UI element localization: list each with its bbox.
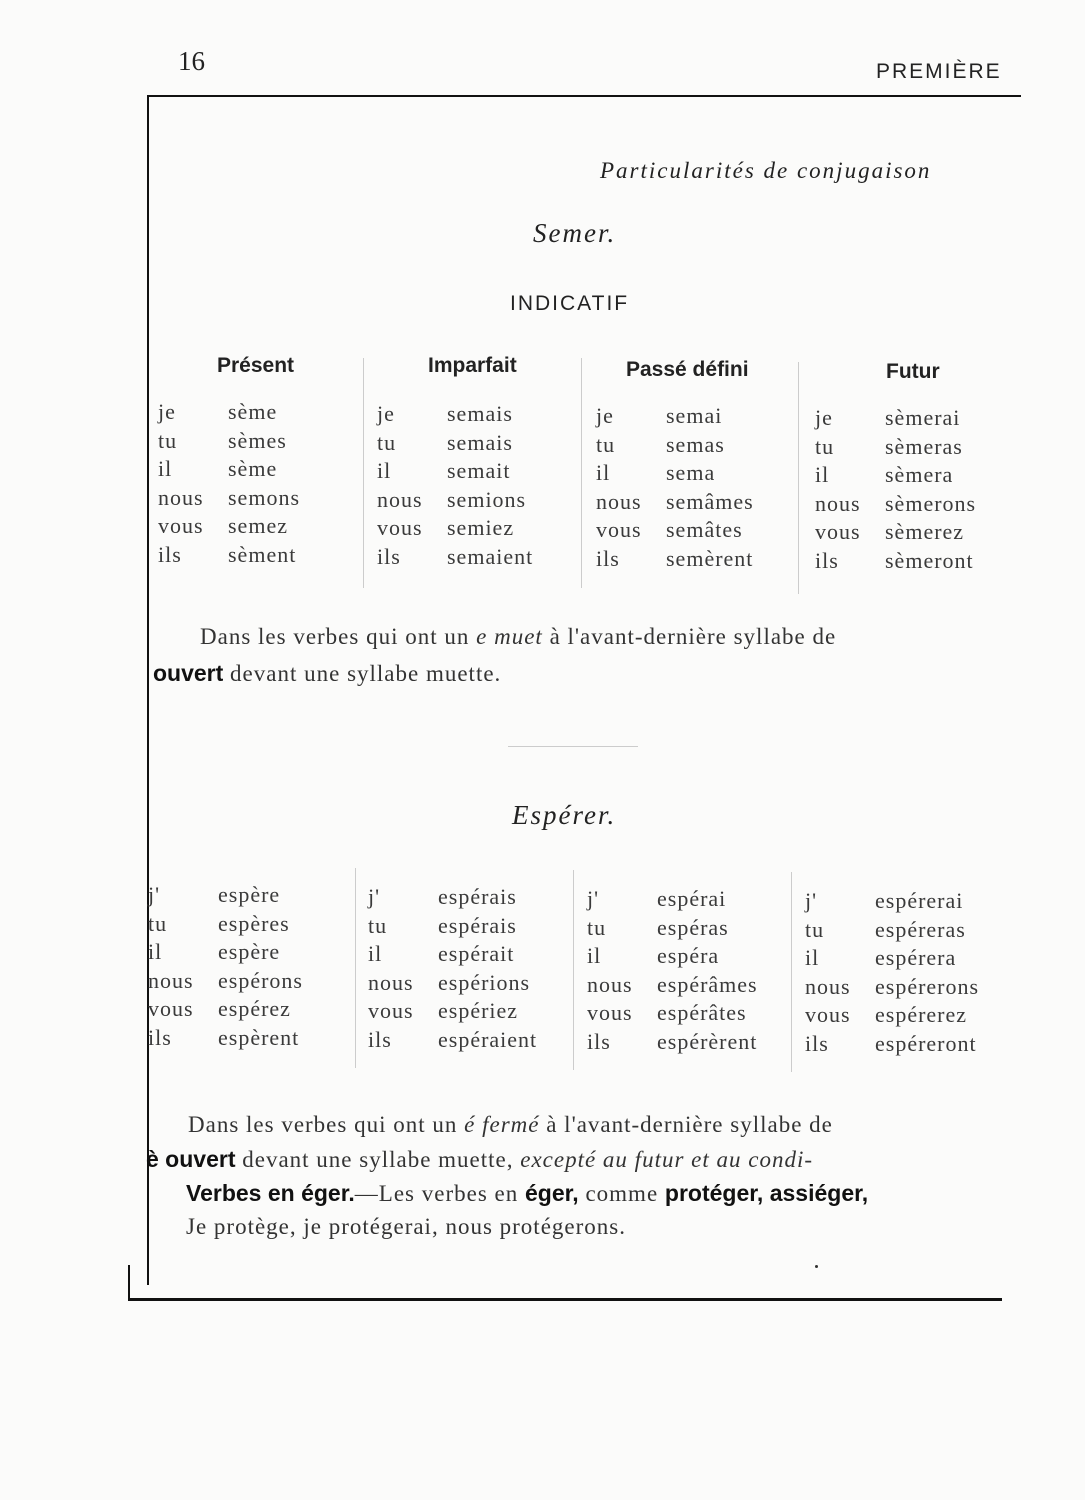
section-divider bbox=[508, 746, 638, 747]
verb-form: espérèrent bbox=[657, 1028, 758, 1054]
verb-form: espérait bbox=[438, 941, 515, 966]
pronoun: ils bbox=[368, 1026, 392, 1052]
verb-form: espérerez bbox=[875, 1002, 968, 1027]
verb-form: espèrent bbox=[218, 1024, 300, 1050]
pronoun: il bbox=[148, 939, 163, 964]
verb-title-esperer: Espérer. bbox=[512, 800, 617, 830]
conjugation-row bbox=[368, 1026, 537, 1055]
verb-form: sèmerez bbox=[885, 519, 965, 544]
note-semer-line-1: Dans les verbes qui ont un e muet à l'avant-dernière syllabe de bbox=[200, 624, 837, 649]
section-subtitle: Particularités de conjugaison bbox=[600, 158, 932, 183]
conjugation-esperer-futur bbox=[805, 887, 979, 1058]
conjugation-esperer-imparfait bbox=[368, 883, 537, 1054]
note-esperer-line-2: è ouvert devant une syllabe muette, excepté au futur et au condi- bbox=[146, 1146, 814, 1172]
verb-form: espérions bbox=[438, 969, 531, 995]
conjugation-row bbox=[587, 942, 758, 971]
pronoun: j' bbox=[805, 888, 818, 913]
conjugation-row bbox=[368, 969, 537, 998]
pronoun: tu bbox=[805, 916, 825, 942]
pronoun: vous bbox=[148, 996, 194, 1021]
column-separator bbox=[573, 870, 574, 1070]
pronoun: nous bbox=[815, 490, 861, 516]
conjugation-row bbox=[368, 997, 537, 1026]
conjugation-row bbox=[805, 944, 979, 973]
conjugation-row bbox=[815, 518, 976, 547]
pronoun: tu bbox=[148, 910, 168, 936]
pronoun: tu bbox=[377, 429, 397, 455]
pronoun: je bbox=[377, 401, 395, 426]
conjugation-row bbox=[805, 973, 979, 1002]
conjugation-row bbox=[377, 543, 533, 572]
verb-form: semâmes bbox=[666, 488, 754, 514]
top-rule bbox=[148, 95, 1021, 97]
verb-form: espérerons bbox=[875, 973, 980, 999]
verb-form: espères bbox=[218, 910, 290, 936]
pronoun: il bbox=[377, 458, 392, 483]
pronoun: nous bbox=[587, 971, 633, 997]
verb-form: semez bbox=[228, 513, 288, 538]
verb-form: espérerai bbox=[875, 888, 964, 913]
verb-form: espérez bbox=[218, 996, 291, 1021]
pronoun: je bbox=[815, 405, 833, 430]
verb-form: semiez bbox=[447, 515, 515, 540]
pronoun: ils bbox=[158, 541, 182, 567]
conjugation-row bbox=[805, 1001, 979, 1030]
conjugation-row bbox=[158, 455, 300, 484]
conjugation-row bbox=[596, 488, 754, 517]
conjugation-row bbox=[596, 545, 754, 574]
conjugation-row bbox=[587, 914, 758, 943]
conjugation-semer-passe-defini bbox=[596, 402, 754, 573]
verb-form: espérons bbox=[218, 967, 303, 993]
conjugation-row bbox=[377, 400, 533, 429]
pronoun: vous bbox=[805, 1002, 851, 1027]
conjugation-row bbox=[596, 402, 754, 431]
conjugation-row bbox=[148, 995, 303, 1024]
conjugation-semer-imparfait bbox=[377, 400, 533, 571]
ink-dot bbox=[815, 1265, 818, 1268]
verb-form: espère bbox=[218, 939, 281, 964]
verb-title-semer: Semer. bbox=[533, 218, 617, 248]
column-separator bbox=[798, 362, 799, 594]
column-separator bbox=[355, 868, 356, 1068]
pronoun: il bbox=[815, 462, 830, 487]
conjugation-row bbox=[368, 940, 537, 969]
verb-form: sèmes bbox=[228, 427, 287, 453]
tense-heading-imparfait: Imparfait bbox=[428, 354, 517, 377]
conjugation-row bbox=[377, 486, 533, 515]
verb-form: semais bbox=[447, 429, 513, 455]
conjugation-esperer-passe-defini bbox=[587, 885, 758, 1056]
column-separator bbox=[363, 358, 364, 588]
verb-form: sema bbox=[666, 460, 716, 485]
verb-form: sèmeront bbox=[885, 547, 974, 573]
note-esperer-line-3: Verbes en éger.—Les verbes en éger, comme protéger, assiéger, bbox=[186, 1180, 869, 1206]
pronoun: j' bbox=[587, 886, 600, 911]
conjugation-row bbox=[596, 431, 754, 460]
pronoun: nous bbox=[377, 486, 423, 512]
verb-form: sème bbox=[228, 456, 278, 481]
conjugation-row bbox=[148, 967, 303, 996]
verb-form: espéras bbox=[657, 914, 729, 940]
verb-form: sèment bbox=[228, 541, 297, 567]
verb-form: espéraient bbox=[438, 1026, 538, 1052]
conjugation-row bbox=[148, 938, 303, 967]
pronoun: il bbox=[158, 456, 173, 481]
verb-form: espérera bbox=[875, 945, 957, 970]
pronoun: ils bbox=[805, 1030, 829, 1056]
verb-form: semions bbox=[447, 486, 527, 512]
page-number: 16 bbox=[178, 46, 205, 76]
verb-form: espéreras bbox=[875, 916, 966, 942]
conjugation-row bbox=[158, 398, 300, 427]
conjugation-row bbox=[805, 887, 979, 916]
pronoun: tu bbox=[596, 431, 616, 457]
pronoun: ils bbox=[148, 1024, 172, 1050]
conjugation-row bbox=[587, 1028, 758, 1057]
note-esperer-line-1: Dans les verbes qui ont un é fermé à l'avant-dernière syllabe de bbox=[188, 1112, 833, 1137]
verb-form: sème bbox=[228, 399, 278, 424]
conjugation-semer-present bbox=[158, 398, 300, 569]
conjugation-row bbox=[815, 461, 976, 490]
pronoun: j' bbox=[148, 882, 161, 907]
verb-form: semai bbox=[666, 403, 723, 428]
verb-form: espéra bbox=[657, 943, 720, 968]
tense-heading-passe-defini: Passé défini bbox=[626, 358, 749, 381]
pronoun: ils bbox=[596, 545, 620, 571]
verb-form: espériez bbox=[438, 998, 519, 1023]
pronoun: il bbox=[587, 943, 602, 968]
conjugation-row bbox=[596, 516, 754, 545]
pronoun: ils bbox=[587, 1028, 611, 1054]
pronoun: il bbox=[596, 460, 611, 485]
conjugation-row bbox=[368, 912, 537, 941]
pronoun: ils bbox=[377, 543, 401, 569]
verb-form: espéreront bbox=[875, 1030, 977, 1056]
conjugation-row bbox=[815, 547, 976, 576]
running-head: PREMIÈRE bbox=[876, 60, 1002, 83]
pronoun: tu bbox=[587, 914, 607, 940]
verb-form: sèmerai bbox=[885, 405, 961, 430]
pronoun: vous bbox=[368, 998, 414, 1023]
conjugation-row bbox=[148, 1024, 303, 1053]
conjugation-row bbox=[596, 459, 754, 488]
verb-form: sèmerons bbox=[885, 490, 977, 516]
conjugation-row bbox=[148, 910, 303, 939]
conjugation-row bbox=[587, 971, 758, 1000]
conjugation-row bbox=[158, 512, 300, 541]
verb-form: sèmeras bbox=[885, 433, 963, 459]
bottom-rule bbox=[128, 1298, 1002, 1301]
pronoun: vous bbox=[377, 515, 423, 540]
conjugation-row bbox=[377, 514, 533, 543]
pronoun: il bbox=[805, 945, 820, 970]
verb-form: semait bbox=[447, 458, 511, 483]
left-rule bbox=[147, 95, 149, 1285]
conjugation-row bbox=[805, 916, 979, 945]
pronoun: vous bbox=[596, 517, 642, 542]
note-semer-line-2: ouvert devant une syllabe muette. bbox=[153, 660, 502, 686]
pronoun: nous bbox=[368, 969, 414, 995]
conjugation-row bbox=[158, 541, 300, 570]
tense-heading-futur: Futur bbox=[886, 360, 940, 383]
column-separator bbox=[791, 872, 792, 1072]
conjugation-row bbox=[377, 457, 533, 486]
verb-form: espérâmes bbox=[657, 971, 758, 997]
pronoun: tu bbox=[158, 427, 178, 453]
pronoun: nous bbox=[596, 488, 642, 514]
pronoun: ils bbox=[815, 547, 839, 573]
pronoun: vous bbox=[587, 1000, 633, 1025]
pronoun: tu bbox=[368, 912, 388, 938]
bottom-left-rule bbox=[128, 1265, 130, 1301]
conjugation-row bbox=[148, 881, 303, 910]
note-esperer-line-4: Je protège, je protégerai, nous protégerons. bbox=[186, 1214, 626, 1239]
conjugation-row bbox=[805, 1030, 979, 1059]
pronoun: nous bbox=[158, 484, 204, 510]
verb-form: espère bbox=[218, 882, 281, 907]
pronoun: nous bbox=[805, 973, 851, 999]
conjugation-row bbox=[377, 429, 533, 458]
conjugation-row bbox=[158, 484, 300, 513]
pronoun: il bbox=[368, 941, 383, 966]
conjugation-row bbox=[815, 433, 976, 462]
verb-form: semais bbox=[447, 401, 513, 426]
verb-form: espérais bbox=[438, 884, 517, 909]
pronoun: j' bbox=[368, 884, 381, 909]
verb-form: espérais bbox=[438, 912, 517, 938]
verb-form: semas bbox=[666, 431, 725, 457]
column-separator bbox=[581, 358, 582, 588]
verb-form: semâtes bbox=[666, 517, 743, 542]
conjugation-row bbox=[158, 427, 300, 456]
verb-form: sèmera bbox=[885, 462, 954, 487]
pronoun: vous bbox=[815, 519, 861, 544]
verb-form: espérai bbox=[657, 886, 727, 911]
conjugation-row bbox=[368, 883, 537, 912]
conjugation-semer-futur bbox=[815, 404, 976, 575]
pronoun: nous bbox=[148, 967, 194, 993]
verb-form: semèrent bbox=[666, 545, 754, 571]
verb-form: semons bbox=[228, 484, 300, 510]
conjugation-row bbox=[815, 490, 976, 519]
conjugation-esperer-present bbox=[148, 881, 303, 1052]
conjugation-row bbox=[587, 999, 758, 1028]
pronoun: je bbox=[158, 399, 176, 424]
pronoun: je bbox=[596, 403, 614, 428]
mood-heading: INDICATIF bbox=[510, 292, 630, 315]
pronoun: vous bbox=[158, 513, 204, 538]
tense-heading-present: Présent bbox=[217, 354, 295, 377]
verb-form: semaient bbox=[447, 543, 534, 569]
conjugation-row bbox=[587, 885, 758, 914]
verb-form: espérâtes bbox=[657, 1000, 747, 1025]
conjugation-row bbox=[815, 404, 976, 433]
pronoun: tu bbox=[815, 433, 835, 459]
